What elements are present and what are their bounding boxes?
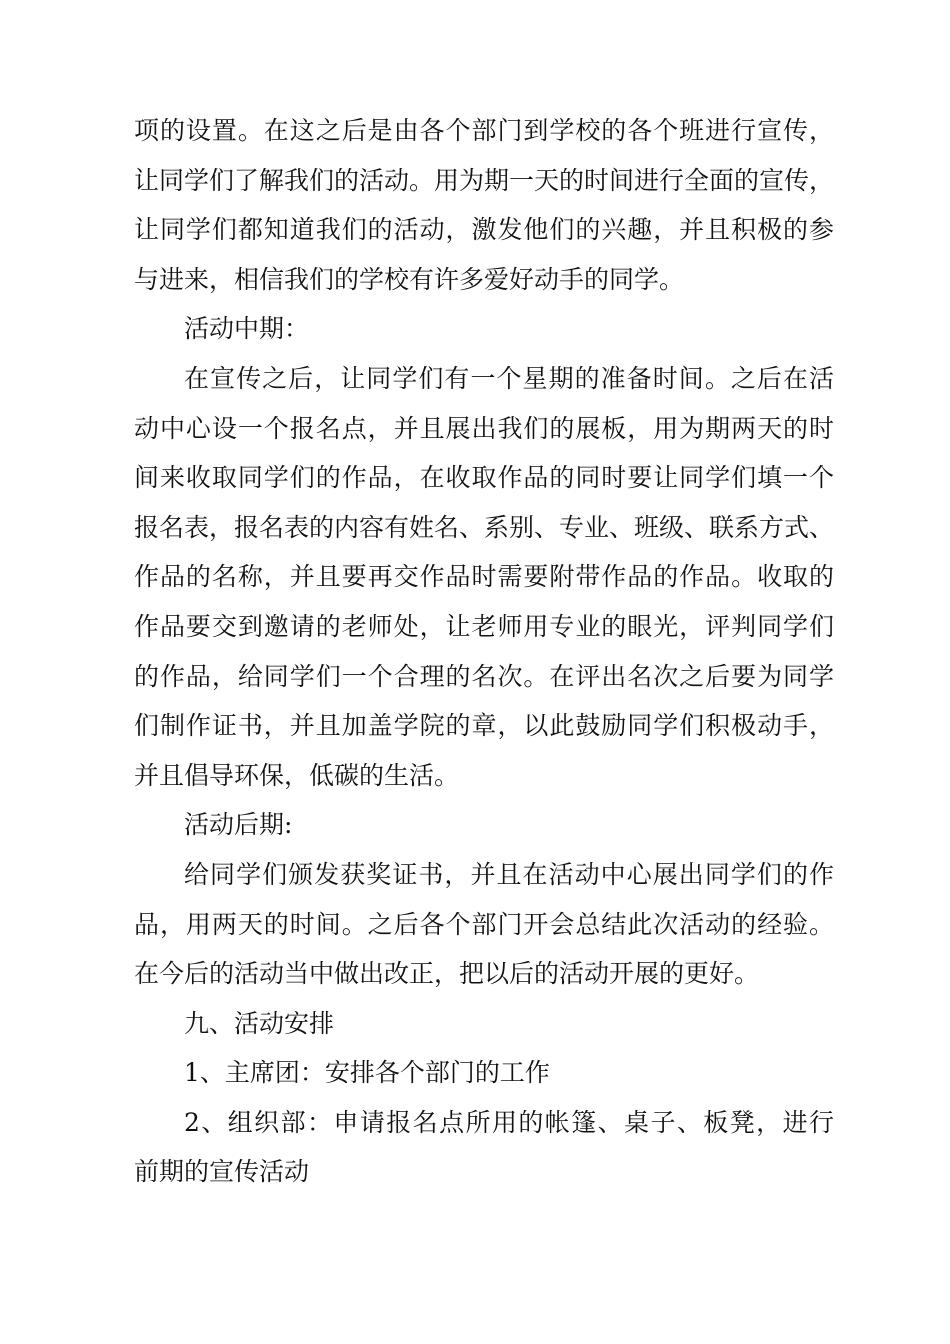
text-line: 2、组织部：申请报名点所用的帐篷、桌子、板凳，进行 <box>184 1107 834 1137</box>
text-line: 在今后的活动当中做出改正，把以后的活动开展的更好。 <box>134 959 760 989</box>
text-line: 九、活动安排 <box>184 1008 335 1038</box>
text-line: 让同学们了解我们的活动。用为期一天的时间进行全面的宣传， <box>134 165 835 195</box>
text-line: 活动中期： <box>184 314 310 344</box>
paragraph <box>134 1098 834 1197</box>
text-line: 在宣传之后，让同学们有一个星期的准备时间。之后在活 <box>184 363 834 393</box>
text-line: 报名表，报名表的内容有姓名、系别、专业、班级、联系方式、 <box>134 512 835 542</box>
text-line: 与进来，相信我们的学校有许多爱好动手的同学。 <box>134 264 685 294</box>
paragraph <box>134 354 834 800</box>
text-line: 品，用两天的时间。之后各个部门开会总结此次活动的经验。 <box>134 909 834 939</box>
text-line: 动中心设一个报名点，并且展出我们的展板，用为期两天的时 <box>134 413 834 443</box>
paragraph <box>134 304 834 354</box>
text-line: 并且倡导环保，低碳的生活。 <box>134 760 460 790</box>
text-line: 1、主席团：安排各个部门的工作 <box>184 1058 550 1088</box>
text-line: 项的设置。在这之后是由各个部门到学校的各个班进行宣传， <box>134 116 834 145</box>
paragraph <box>134 1048 834 1098</box>
paragraph <box>134 800 834 850</box>
text-line: 前期的宣传活动 <box>134 1157 310 1187</box>
text-line: 作品要交到邀请的老师处，让老师用专业的眼光，评判同学们 <box>134 611 834 641</box>
paragraph <box>134 850 834 999</box>
text-line: 让同学们都知道我们的活动，激发他们的兴趣，并且积极的参 <box>134 215 834 245</box>
paragraph <box>134 106 834 304</box>
text-line: 间来收取同学们的作品，在收取作品的同时要让同学们填一个 <box>134 463 834 493</box>
paragraph <box>134 999 834 1049</box>
text-line: 们制作证书，并且加盖学院的章，以此鼓励同学们积极动手， <box>134 711 834 741</box>
document-body <box>134 106 834 1197</box>
text-line: 活动后期: <box>184 810 293 840</box>
text-line: 给同学们颁发获奖证书，并且在活动中心展出同学们的作 <box>184 859 834 889</box>
text-line: 作品的名称，并且要再交作品时需要附带作品的作品。收取的 <box>134 562 834 592</box>
text-line: 的作品，给同学们一个合理的名次。在评出名次之后要为同学 <box>134 661 834 691</box>
